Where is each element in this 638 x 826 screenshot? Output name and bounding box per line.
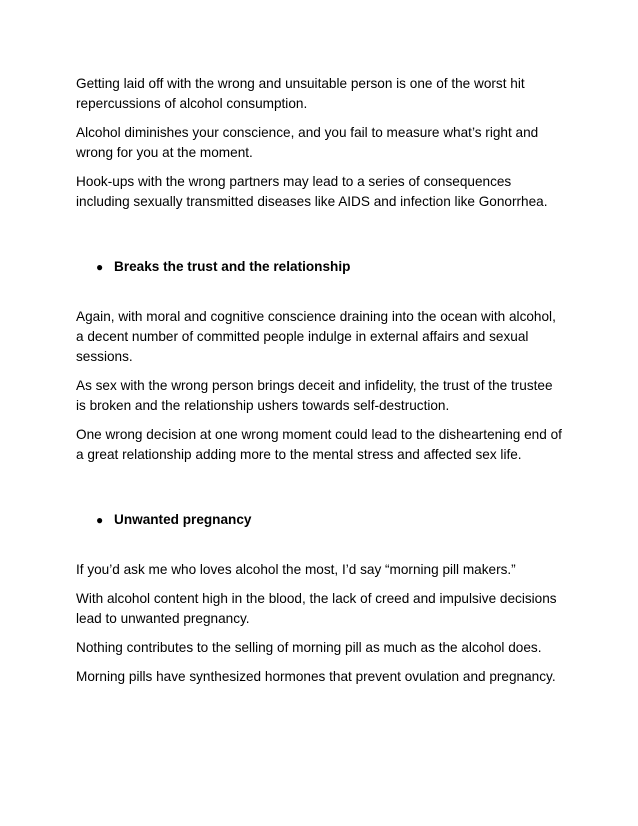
heading-trust: Breaks the trust and the relationship (114, 259, 351, 274)
paragraph-hookups: Hook-ups with the wrong partners may lead to a series of consequences including sexually transmitted diseases like AIDS and infection like Gonorrhea. (76, 174, 548, 209)
heading-pregnancy: Unwanted pregnancy (114, 512, 252, 527)
paragraph-selling-pill: Nothing contributes to the selling of morning pill as much as the alcohol does. (76, 640, 542, 655)
paragraph-infidelity: As sex with the wrong person brings deceit and infidelity, the trust of the trustee is broken and the relationship ushers towards self-destruction. (76, 378, 553, 413)
paragraph-moral: Again, with moral and cognitive conscience draining into the ocean with alcohol, a decent number of committed people indulge in external affairs and sexual sessions. (76, 309, 556, 364)
paragraph-conscience: Alcohol diminishes your conscience, and you fail to measure what’s right and wrong for you at the moment. (76, 125, 539, 160)
bullet-icon: ● (96, 513, 104, 527)
paragraph-wrong-decision: One wrong decision at one wrong moment could lead to the disheartening end of a great relationship adding more to the mental stress and affected sex life. (76, 427, 562, 462)
document-page (76, 74, 566, 696)
bullet-icon: ● (96, 260, 104, 274)
paragraph-alcohol-content: With alcohol content high in the blood, the lack of creed and impulsive decisions lead to unwanted pregnancy. (76, 591, 557, 626)
paragraph-hormones: Morning pills have synthesized hormones that prevent ovulation and pregnancy. (76, 669, 556, 684)
paragraph-pill-makers: If you’d ask me who loves alcohol the most, I’d say “morning pill makers.” (76, 562, 516, 577)
paragraph-laid-off: Getting laid off with the wrong and unsuitable person is one of the worst hit repercussions of alcohol consumption. (76, 76, 525, 111)
bullet-heading-pregnancy (96, 510, 566, 530)
bullet-heading-trust (96, 257, 566, 277)
